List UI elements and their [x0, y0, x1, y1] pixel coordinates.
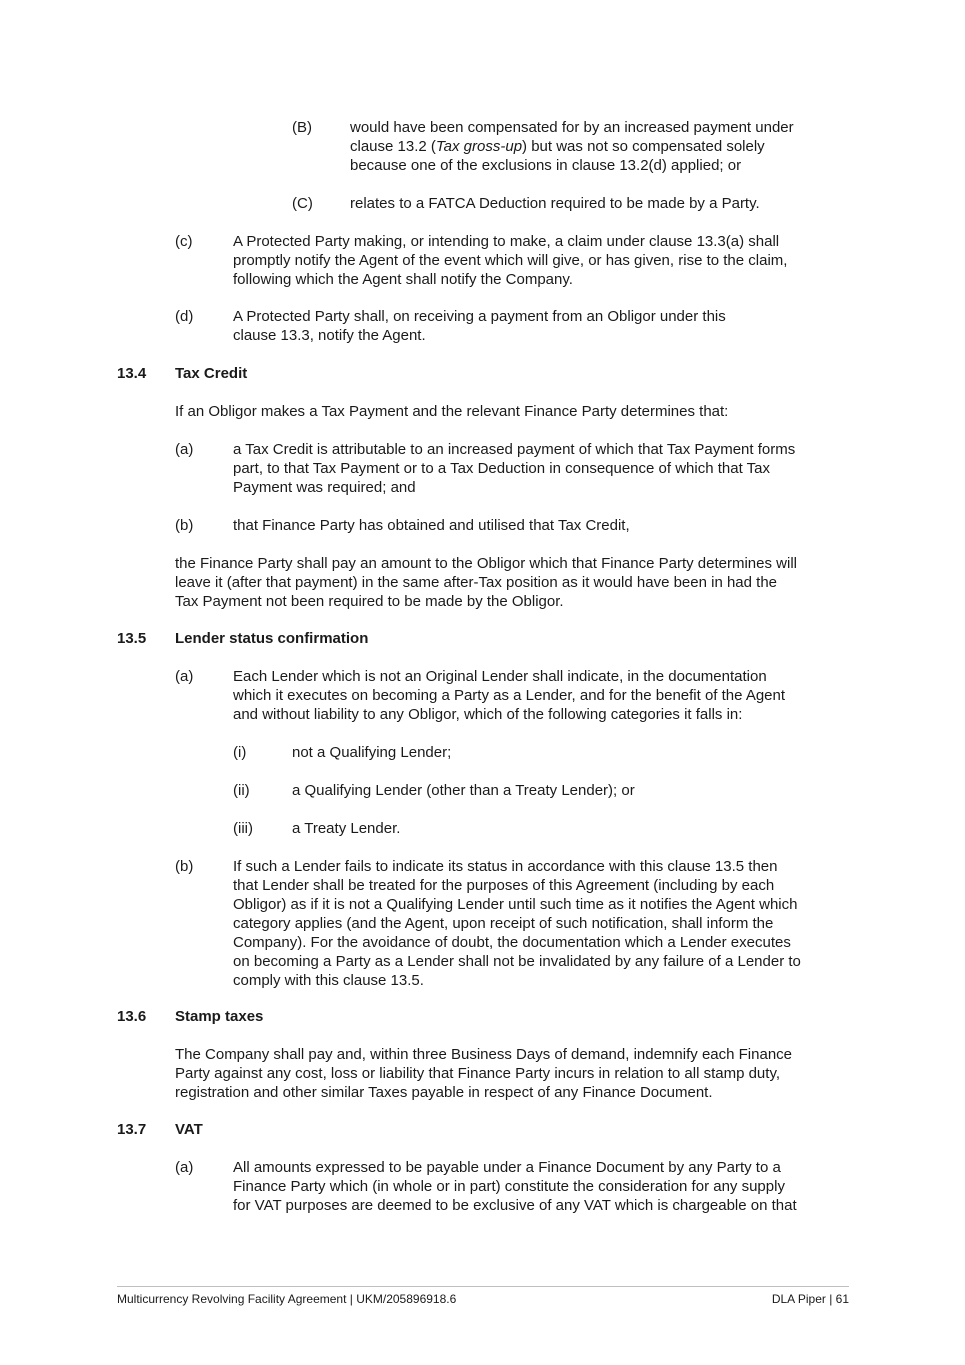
item-text-13-5-ii: a Qualifying Lender (other than a Treaty Lender); or [292, 782, 635, 799]
footer-page-number: DLA Piper | 61 [771, 1292, 849, 1306]
item-text-B-line3: because one of the exclusions in clause 13.2(d) applied; or [350, 157, 742, 174]
section-13-6-line2: Party against any cost, loss or liability that Finance Party incurs in relation to all stamp duty, [175, 1065, 780, 1082]
item-label-B: (B) [292, 119, 312, 136]
item-text-13-4-b: that Finance Party has obtained and utilised that Tax Credit, [233, 517, 630, 534]
item-text-c-line2: promptly notify the Agent of the event which will give, or has given, rise to the claim, [233, 252, 788, 269]
item-text-13-5-i: not a Qualifying Lender; [292, 744, 452, 761]
item-label-13-5-i: (i) [233, 744, 247, 761]
item-label-13-7-a: (a) [175, 1159, 194, 1176]
item-text-B-line1: would have been compensated for by an increased payment under [350, 119, 794, 136]
item-text-13-5-b-line1: If such a Lender fails to indicate its status in accordance with this clause 13.5 then [233, 858, 778, 875]
item-text-C: relates to a FATCA Deduction required to be made by a Party. [350, 195, 760, 212]
section-13-4-closing-line3: Tax Payment not been required to be made by the Obligor. [175, 593, 564, 610]
item-text-13-5-iii: a Treaty Lender. [292, 820, 401, 837]
item-text-13-5-b-line4: category applies (and the Agent, upon receipt of such notification, shall inform the [233, 915, 774, 932]
item-label-13-5-iii: (iii) [233, 820, 253, 837]
item-text-13-5-a-line2: which it executes on becoming a Party as a Lender, and for the benefit of the Agent [233, 687, 786, 704]
section-13-4-closing-line2: leave it (after that payment) in the same after-Tax position as it would have been in had the [175, 574, 778, 591]
section-title-tax-credit: Tax Credit [175, 365, 248, 382]
item-label-c: (c) [175, 233, 193, 250]
footer-divider [117, 1286, 849, 1287]
item-text-13-7-a-line1: All amounts expressed to be payable under a Finance Document by any Party to a [233, 1159, 781, 1176]
section-title-vat: VAT [175, 1121, 203, 1138]
section-number-13-7: 13.7 [117, 1121, 147, 1138]
section-title-stamp-taxes: Stamp taxes [175, 1008, 264, 1025]
item-text-c-line3: following which the Agent shall notify the Company. [233, 271, 573, 288]
section-13-6-line1: The Company shall pay and, within three Business Days of demand, indemnify each Finance [175, 1046, 792, 1063]
item-text-d-line1: A Protected Party shall, on receiving a payment from an Obligor under this [233, 308, 726, 325]
item-text-13-4-a-line2: part, to that Tax Payment or to a Tax Deduction in consequence of which that Tax [233, 460, 770, 477]
item-label-13-4-a: (a) [175, 441, 194, 458]
section-number-13-4: 13.4 [117, 365, 147, 382]
item-label-13-4-b: (b) [175, 517, 194, 534]
item-text-13-4-a-line1: a Tax Credit is attributable to an increased payment of which that Tax Payment forms [233, 441, 796, 458]
item-text-13-7-a-line3: for VAT purposes are deemed to be exclusive of any VAT which is chargeable on that [233, 1197, 797, 1214]
item-text-13-5-b-line5: Company). For the avoidance of doubt, the documentation which a Lender executes [233, 934, 791, 951]
section-13-6-line3: registration and other similar Taxes payable in respect of any Finance Document. [175, 1084, 713, 1101]
item-text-13-5-a-line1: Each Lender which is not an Original Lender shall indicate, in the documentation [233, 668, 767, 685]
item-text-13-7-a-line2: Finance Party which (in whole or in part) constitute the consideration for any supply [233, 1178, 785, 1195]
item-label-13-5-ii: (ii) [233, 782, 250, 799]
item-text-d-line2: clause 13.3, notify the Agent. [233, 327, 426, 344]
item-label-13-5-a: (a) [175, 668, 194, 685]
item-text-13-5-b-line2: that Lender shall be treated for the purposes of this Agreement (including by each [233, 877, 775, 894]
item-text-B-line2: clause 13.2 (Tax gross-up) but was not so compensated solely [350, 138, 765, 155]
item-text-13-5-b-line6: on becoming a Party as a Lender shall not be invalidated by any failure of a Lender to [233, 953, 801, 970]
section-title-lender-status: Lender status confirmation [175, 630, 369, 647]
item-text-13-5-a-line3: and without liability to any Obligor, which of the following categories it falls in: [233, 706, 743, 723]
item-text-c-line1: A Protected Party making, or intending to make, a claim under clause 13.3(a) shall [233, 233, 780, 250]
item-text-13-5-b-line3: Obligor) as if it is not a Qualifying Lender until such time as it notifies the Agent which [233, 896, 798, 913]
item-text-13-5-b-line7: comply with this clause 13.5. [233, 972, 424, 989]
footer-document-reference: Multicurrency Revolving Facility Agreement | UKM/205896918.6 [117, 1292, 457, 1306]
item-label-C: (C) [292, 195, 313, 212]
section-number-13-6: 13.6 [117, 1008, 147, 1025]
item-text-13-4-a-line3: Payment was required; and [233, 479, 416, 496]
section-13-4-closing-line1: the Finance Party shall pay an amount to the Obligor which that Finance Party determines will [175, 555, 797, 572]
section-13-4-intro: If an Obligor makes a Tax Payment and the relevant Finance Party determines that: [175, 403, 729, 420]
item-label-13-5-b: (b) [175, 858, 194, 875]
section-number-13-5: 13.5 [117, 630, 147, 647]
item-label-d: (d) [175, 308, 194, 325]
